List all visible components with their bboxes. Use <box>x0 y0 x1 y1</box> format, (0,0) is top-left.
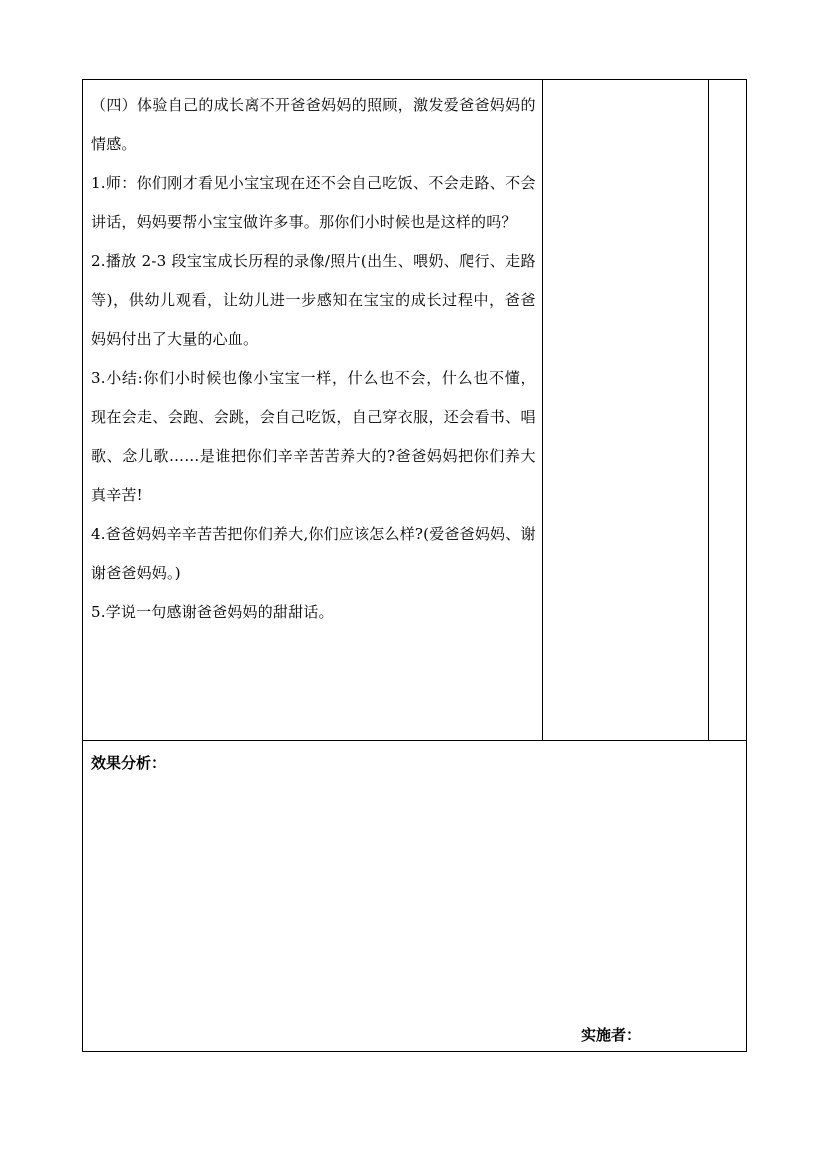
list-item: 4.爸爸妈妈辛辛苦苦把你们养大,你们应该怎么样?(爱爸爸妈妈、谢谢爸爸妈妈。) <box>91 525 536 582</box>
list-item: 5.学说一句感谢爸爸妈妈的甜甜话。 <box>91 603 334 621</box>
implementer-label: 实施者： <box>581 1026 642 1044</box>
list-item: 3.小结:你们小时候也像小宝宝一样，什么也不会，什么也不懂，现在会走、会跑、会跳，会自己吃饭，自己穿衣服，还会看书、唱歌、念儿歌……是谁把你们辛辛苦苦养大的?爸爸妈妈把你们养大真辛苦! <box>91 369 536 504</box>
analysis-cell <box>83 741 747 1052</box>
lesson-plan-table <box>82 79 747 1052</box>
effect-analysis-label: 效果分析： <box>91 754 167 772</box>
list-item: 1.师：你们刚才看见小宝宝现在还不会自己吃饭、不会走路、不会讲话，妈妈要帮小宝宝做许多事。那你们小时候也是这样的吗？ <box>91 174 536 231</box>
activity-row <box>83 80 747 741</box>
remarks-cell <box>708 80 746 741</box>
activity-content <box>83 80 542 632</box>
section-heading: （四）体验自己的成长离不开爸爸妈妈的照顾，激发爱爸爸妈妈的情感。 <box>91 96 536 153</box>
list-item: 2.播放 2-3 段宝宝成长历程的录像/照片(出生、喂奶、爬行、走路等)，供幼儿观看，让幼儿进一步感知在宝宝的成长过程中，爸爸妈妈付出了大量的心血。 <box>91 252 536 348</box>
activity-cell <box>83 80 543 741</box>
analysis-row <box>83 741 747 1052</box>
notes-cell <box>542 80 708 741</box>
